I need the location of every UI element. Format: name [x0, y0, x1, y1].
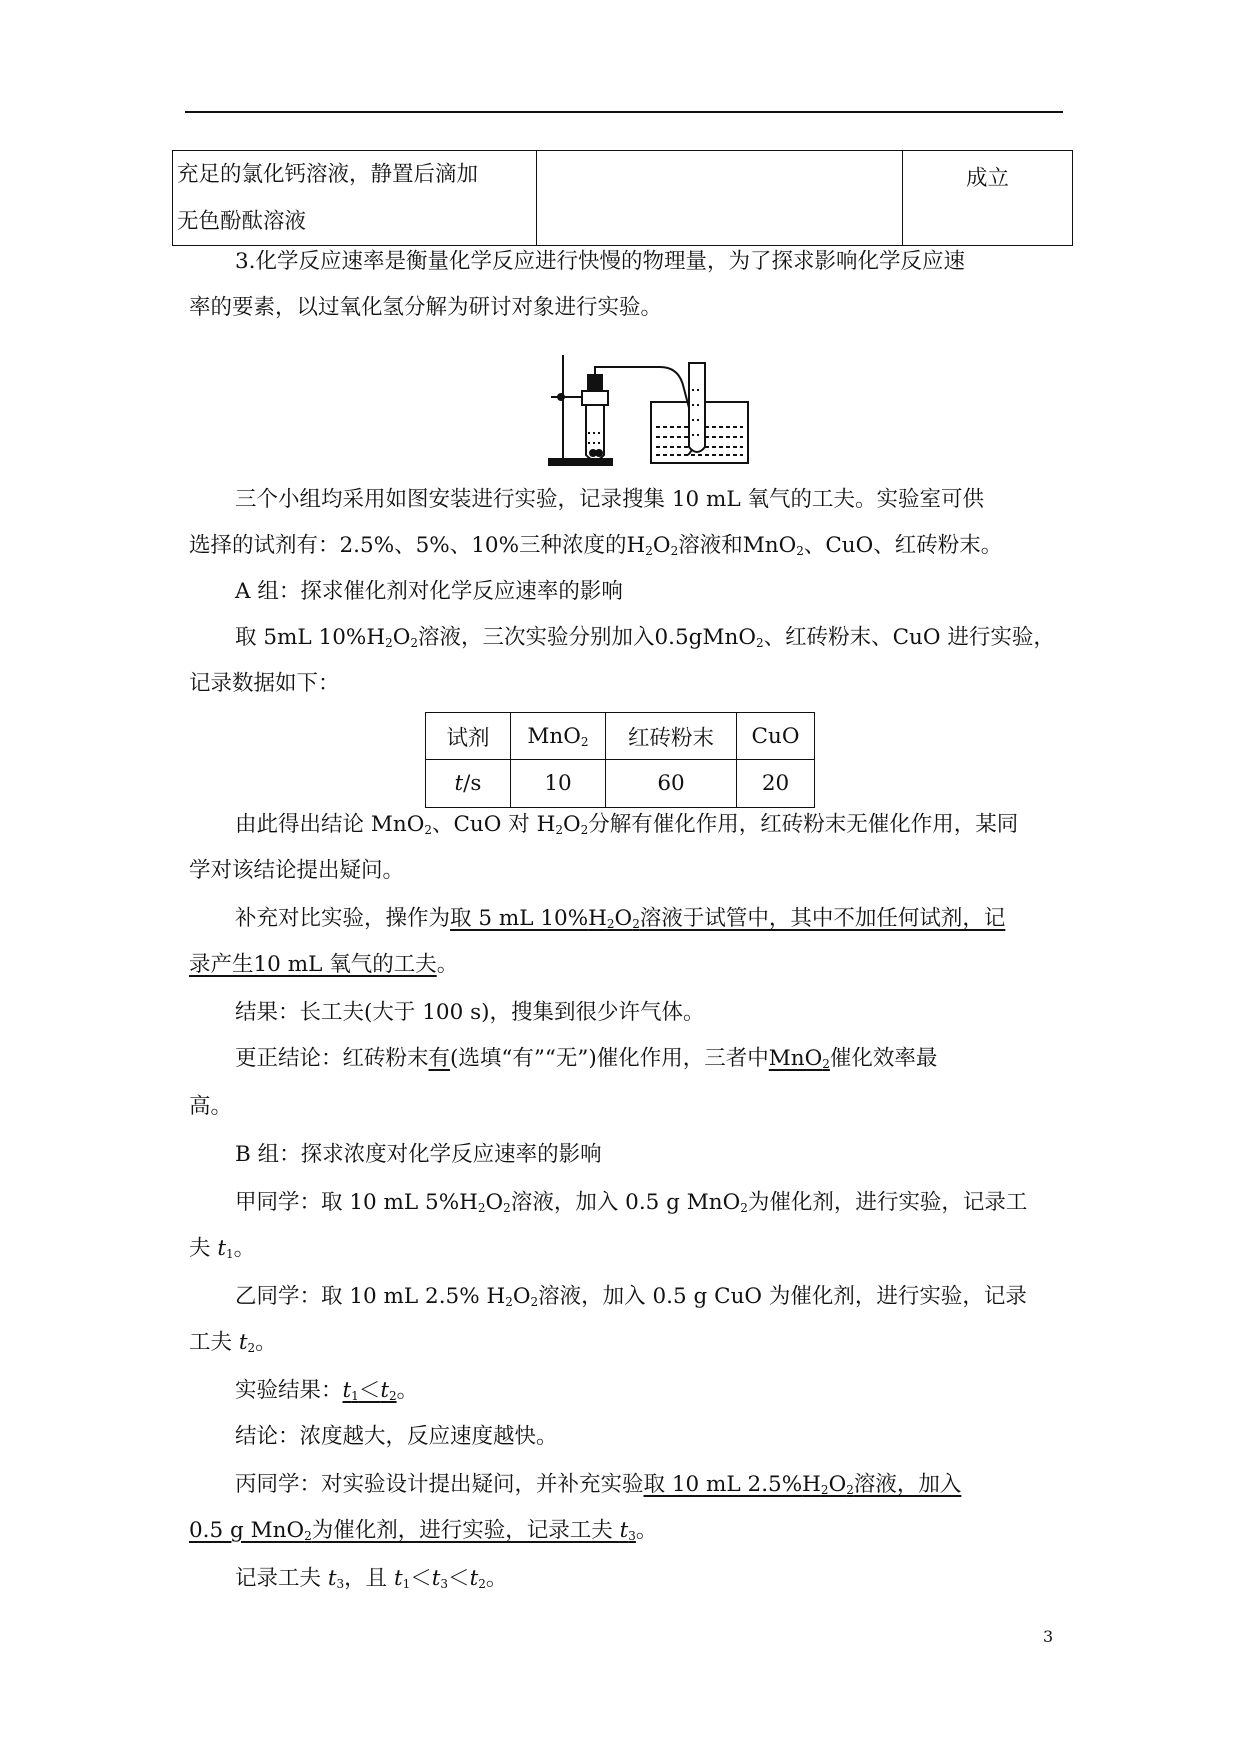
group-a-fix-b: (选填“有”“无”)催化作用，三者中 — [450, 1046, 769, 1071]
q3-setup-line-2: 选择的试剂有：2.5%、5%、10%三种浓度的$H_2O_2$溶液和MnO$_2$、CuO、红砖粉末。 — [189, 533, 1003, 558]
table-header-mno2-text: MnO — [527, 723, 581, 749]
group-a-title: A 组：探求催化剂对化学反应速率的影响 — [235, 579, 623, 604]
group-b-exp-result-label: 实验结果： — [235, 1378, 343, 1403]
group-b-jia-b: 溶液，加入 0.5 g MnO — [510, 1190, 741, 1215]
group-a-take-a: 取 5mL 10% — [235, 625, 367, 650]
group-b-bing-ans2-a: 0.5 g MnO — [189, 1518, 305, 1543]
group-a-fix-c: 催化效率最 — [829, 1046, 938, 1071]
group-a-supplement-1 — [235, 906, 1005, 932]
top-table — [172, 150, 1073, 246]
group-b-bing-1 — [235, 1472, 961, 1498]
group-b-last-b: ，且 — [344, 1566, 394, 1591]
group-a-supp-end: 。 — [436, 952, 459, 977]
group-a-supplement-2 — [189, 952, 458, 978]
group-b-yi-a: 乙同学：取 10 mL 2.5% — [235, 1284, 487, 1309]
group-b-jia-2: 夫 $t_1$。 — [189, 1236, 256, 1261]
group-b-title: B 组：探求浓度对化学反应速率的影响 — [235, 1142, 602, 1167]
table-header-brick: 红砖粉末 — [606, 713, 737, 760]
group-a-take: 取 5mL $10\%H_2O_2$溶液，三次实验分别加入0.5gMnO$_2$、红砖粉末、CuO 进行实验， — [235, 625, 1055, 650]
group-a-fix-2: 高。 — [189, 1094, 233, 1119]
table-header-reagent: 试剂 — [426, 713, 511, 760]
group-b-jia-a: 甲同学：取 10 mL 5% — [235, 1190, 460, 1215]
group-b-bing-a: 丙同学：对实验设计提出疑问，并补充实验 — [235, 1472, 644, 1497]
table-header-cuo: CuO — [737, 713, 815, 760]
group-a-supp-ans1-a: 取 5 mL 10% — [450, 906, 589, 931]
group-b-last: 记录工夫 $t_3$，且 $t_1<t_3<t_2$。 — [235, 1566, 508, 1591]
group-a-conclusion-2: 学对该结论提出疑问。 — [189, 858, 405, 883]
group-b-exp-result-answer: $t_1<t_2$ — [342, 1378, 397, 1403]
table-row-time-label — [426, 760, 511, 808]
top-table-cell-1 — [173, 151, 537, 246]
top-table-cell-1-line-1: 充足的氯化钙溶液，静置后滴加 — [177, 162, 479, 187]
table-row-time-var: t — [454, 771, 464, 796]
group-a-take-c: 、红砖粉末、CuO 进行实验， — [763, 625, 1055, 650]
group-b-last-a: 记录工夫 — [235, 1566, 328, 1591]
group-b-bing-ans2-b: 为催化剂，进行实验，记录工夫 — [311, 1518, 620, 1543]
group-b-bing-answer-2: 0.5 g MnO$_2$为催化剂，进行实验，记录工夫 $t_3$ — [189, 1518, 636, 1543]
group-a-fix-answer: 有 — [428, 1046, 451, 1071]
top-table-cell-1-line-2: 无色酚酞溶液 — [177, 209, 307, 234]
group-a-fix-ans2-text: MnO — [768, 1046, 823, 1071]
group-a-concl-b: 、CuO 对 — [431, 812, 537, 837]
q3-setup-line-2-b: 溶液和 — [678, 533, 743, 558]
group-a-supp-answer-2: 录产生10 mL 氧气的工夫 — [189, 952, 437, 977]
group-a-fix-a: 更正结论：红砖粉末 — [235, 1046, 429, 1071]
group-b-conclusion: 结论：浓度越大，反应速度越快。 — [235, 1424, 558, 1449]
group-b-bing-2: 0.5 g MnO$_2$为催化剂，进行实验，记录工夫 $t_3$。 — [189, 1518, 658, 1543]
apparatus-figure — [548, 355, 758, 470]
header-rule — [185, 111, 1063, 113]
q3-intro-line-2: 率的要素，以过氧化氢分解为研讨对象进行实验。 — [189, 295, 663, 320]
group-b-yi-line2: 工夫 — [189, 1330, 239, 1355]
table-value-brick: 60 — [606, 760, 737, 808]
group-a-supp-answer-1: 取 5 mL $10\%H_2O_2$溶液于试管中，其中不加任何试剂，记 — [450, 906, 1006, 931]
top-table-cell-3: 成立 — [903, 151, 1073, 246]
table-value-cuo: 20 — [737, 760, 815, 808]
group-a-take-b: 溶液，三次实验分别加入0.5g — [417, 625, 703, 650]
group-a-concl-c: 分解有催化作用，红砖粉末无催化作用，某同 — [588, 812, 1019, 837]
q3-setup-line-1: 三个小组均采用如图安装进行实验，记录搜集 10 mL 氧气的工夫。实验室可供 — [235, 487, 985, 512]
group-a-fix-1 — [235, 1046, 937, 1072]
group-b-yi-2: 工夫 $t_2$。 — [189, 1330, 277, 1355]
q3-setup-line-2-c: 、CuO、红砖粉末。 — [803, 533, 1003, 558]
q3-intro-line-1: 3.化学反应速率是衡量化学反应进行快慢的物理量，为了探求影响化学反应速 — [235, 249, 966, 274]
group-b-bing-ans1-b: 溶液，加入 — [853, 1472, 962, 1497]
page-number: 3 — [1043, 1627, 1054, 1646]
group-b-yi-1: 乙同学：取 10 mL 2.5% $H_2O_2$溶液，加入 0.5 g CuO 为催化剂，进行实验，记录 — [235, 1284, 1027, 1309]
group-b-jia-line2: 夫 — [189, 1236, 218, 1261]
group-a-supp-ans1-b: 溶液于试管中，其中不加任何试剂，记 — [639, 906, 1006, 931]
group-b-bing-answer-1: 取 10 mL $2.5\%H_2O_2$溶液，加入 — [643, 1472, 962, 1497]
group-a-record: 记录数据如下： — [189, 671, 340, 696]
q3-setup-line-2-a: 选择的试剂有：2.5%、5%、10%三种浓度的 — [189, 533, 627, 558]
catalyst-table — [425, 712, 815, 808]
table-row-time-unit: /s — [463, 771, 482, 796]
group-a-fix-answer-2: MnO$_2$ — [768, 1046, 830, 1071]
top-table-cell-2 — [537, 151, 903, 246]
table-header-mno2: MnO$_2$ — [511, 713, 606, 760]
group-b-jia-1: 甲同学：取 10 mL $5\%H_2O_2$溶液，加入 0.5 g MnO$_2$为催化剂，进行实验，记录工 — [235, 1190, 1028, 1215]
group-a-conclusion-1: 由此得出结论 MnO$_2$、CuO 对 $H_2O_2$分解有催化作用，红砖粉末无催化作用，某同 — [235, 812, 1019, 837]
group-b-exp-result: 实验结果：$t_1<t_2$。 — [235, 1378, 419, 1403]
group-b-jia-c: 为催化剂，进行实验，记录工 — [747, 1190, 1028, 1215]
group-b-yi-b: 溶液，加入 0.5 g CuO 为催化剂，进行实验，记录 — [538, 1284, 1027, 1309]
group-a-concl-a: 由此得出结论 MnO — [235, 812, 425, 837]
table-value-mno2: 10 — [511, 760, 606, 808]
group-a-supp-a: 补充对比实验，操作为 — [235, 906, 451, 931]
group-b-bing-ans1-a: 取 10 mL 2.5% — [643, 1472, 803, 1497]
group-a-result: 结果：长工夫(大于 100 s)，搜集到很少许气体。 — [235, 1000, 705, 1025]
